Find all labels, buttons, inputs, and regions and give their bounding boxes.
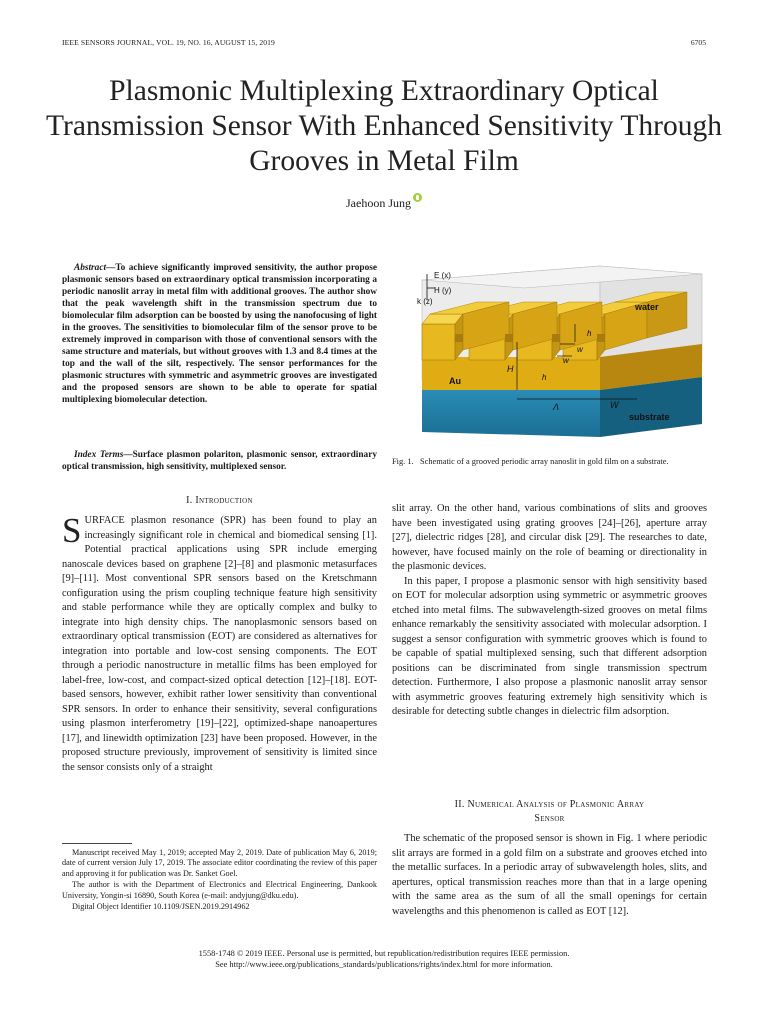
paper-title: Plasmonic Multiplexing Extraordinary Optical Transmission Sensor With Enhanced Sensitivity Through Grooves in Metal Film (46, 75, 722, 177)
footnote-affiliation: The author is with the Department of Electronics and Electrical Engineering, Dankook University, Yongin-si 16890, South Korea (e-mail: andyjung@dku.edu). (62, 880, 377, 900)
intro-text: plasmon resonance (SPR) has been found to play an increasingly significant role in chemical and biomedical sensing [1]. Potential practical applications using SPR include emerging nanoscale devices based on graphene [2]–[8] and plasmonic metasurfaces [9]–[11]. Most conventional SPR sensors based on the Kretschmann configuration using the prism coupling technique feature high sensitivity and stable performance while they are optically complex and bulky to integrate into high density chips. The nanoplasmonic sensors based on extraordinary optical transmission (EOT) are considered as alternatives for integration into portable and low-cost sensing components. The EOT through a periodic nanostructure in metallic films has been employed for label-free, low-cost, and compact-sized optical detection [12]–[18]. EOT-based sensors, however, exhibit rather lower sensitivity than conventional SPR sensors. In order to enhance their sensitivity, several configurations using plasmon interferometry [19]–[22], optimized-shape nanoapertures [17], and linewidth optimization [23] have been proposed. However, in the proposed structure previously, improvement of sensitivity is limited since the sensor consists only of a straight (62, 515, 377, 773)
page-number: 6705 (690, 38, 706, 47)
width-W-label: W (610, 400, 619, 410)
intro-first-word: URFACE (84, 515, 125, 526)
au-label: Au (449, 376, 461, 386)
index-terms (62, 449, 377, 473)
abstract (62, 262, 377, 406)
paragraph-schematic: The schematic of the proposed sensor is shown in Fig. 1 where periodic slit arrays are formed in a gold film on a substrate and grooves etched into the metallic surfaces. In a periodic array of subwavelength holes, slits, and apertures, optical transmission reaches more than that in a large opening with the same area as the sum of all the small openings for certain wavelengths and this phenomenon is called as EOT [12]. (392, 833, 707, 917)
k-vector-label: k (z) (417, 297, 433, 306)
running-header: IEEE SENSORS JOURNAL, VOL. 19, NO. 16, AUGUST 15, 2019 (62, 38, 275, 47)
copyright-line: 1558-1748 © 2019 IEEE. Personal use is permitted, but republication/redistribution requires IEEE permission. (198, 949, 570, 958)
substrate-label: substrate (629, 412, 670, 422)
period-lambda-label: Λ (553, 402, 560, 412)
section-heading-introduction: I. Introduction (186, 495, 253, 506)
height-h-label: h (542, 373, 547, 382)
h-field-label: H (y) (434, 286, 452, 295)
rights-url-line[interactable]: See http://www.ieee.org/publications_standards/publications/rights/index.html for more information. (215, 960, 553, 969)
grooved-nanoslit-schematic (397, 262, 707, 450)
water-label: water (635, 302, 659, 312)
right-column-text (392, 502, 707, 720)
groove-h-label: h (587, 329, 592, 338)
paragraph-proposal: In this paper, I propose a plasmonic sensor with high sensitivity based on EOT for molecular adsorption using symmetric or asymmetric grooves etched into metal films. The subwavelength-sized grooves on metal films enhance remarkably the sensitivity associated with molecular adsorption. I suggest a sensor configuration with symmetric grooves which is found to be capable of spatial multiplexed sensing, such that different adsorption positions can be discriminated from single transmission spectrum detection. Furthermore, I also propose a plasmonic nanoslit array sensor with asymmetric grooves featuring extremely high sensitivity which is desirable for detecting subtle changes in dielectric film adsorption. (392, 575, 707, 717)
author-name: Jaehoon Jung (346, 196, 411, 210)
width-w-label: w (563, 356, 569, 365)
section-heading-line-1: II. Numerical Analysis of Plasmonic Array (454, 799, 645, 810)
footnote-manuscript: Manuscript received May 1, 2019; accepted May 2, 2019. Date of publication May 6, 2019; date of current version July 17, 2019. The associate editor coordinating the review of this paper and approving it for publication was Dr. Sanket Goel. (62, 848, 377, 878)
section-heading-line-2: Sensor (534, 813, 565, 824)
abstract-text: —To achieve significantly improved sensitivity, the author propose plasmonic sensors based on extraordinary optical transmission incorporating a periodic nanoslit array in metal film with additional grooves. The author show that the peak wavelength shift in the transmission spectrum due to biomolecular film adsorption can be boosted by using the nanofocusing of light in the grooves. The sensitivities to biomolecular film of the sensor prove to be extremely improved in comparison with those of conventional sensors with the same structure and materials, but without grooves with 1.3 and 8.4 times at the top and the wall of the silt, respectively. The sensor performances for the plasmonic structures with symmetric and asymmetric grooves are investigated and the proposed sensors are shown to be able to operate for spatial multiplexing biomolecular detection. (62, 263, 377, 405)
abstract-lead: Abstract (74, 263, 107, 273)
figure-1 (397, 262, 707, 450)
paragraph-slit-array: slit array. On the other hand, various combinations of slits and grooves have been investigated using grating grooves [24]–[26], aperture array [27], dielectric ridges [28], and circular disk [29]. The researches to date, however, have focused mainly on the role of beaming or directionality in the plasmonic devices. (392, 503, 707, 572)
section-heading-numerical-analysis (392, 798, 707, 826)
figure-caption-label: Fig. 1. (392, 457, 414, 466)
footnote-doi: Digital Object Identifier 10.1109/JSEN.2019.2914962 (72, 902, 250, 912)
orcid-icon[interactable] (413, 193, 422, 202)
width-w2-label: w (577, 345, 583, 354)
index-terms-text: —Surface plasmon polariton, plasmonic sensor, extraordinary optical transmission, high sensitivity, multiplexed sensor. (62, 450, 377, 472)
copyright-notice (0, 948, 768, 970)
author-line (0, 193, 768, 211)
figure-caption (392, 456, 707, 467)
e-field-label: E (x) (434, 271, 451, 280)
figure-caption-text: Schematic of a grooved periodic array nanoslit in gold film on a substrate. (419, 457, 669, 466)
footnote-divider (62, 843, 132, 844)
index-terms-lead: Index Terms (74, 450, 124, 460)
footnotes (62, 848, 377, 912)
intro-paragraph (62, 511, 377, 775)
drop-cap: S (62, 511, 82, 550)
height-H-label: H (507, 364, 514, 374)
numerical-analysis-text (392, 832, 707, 919)
